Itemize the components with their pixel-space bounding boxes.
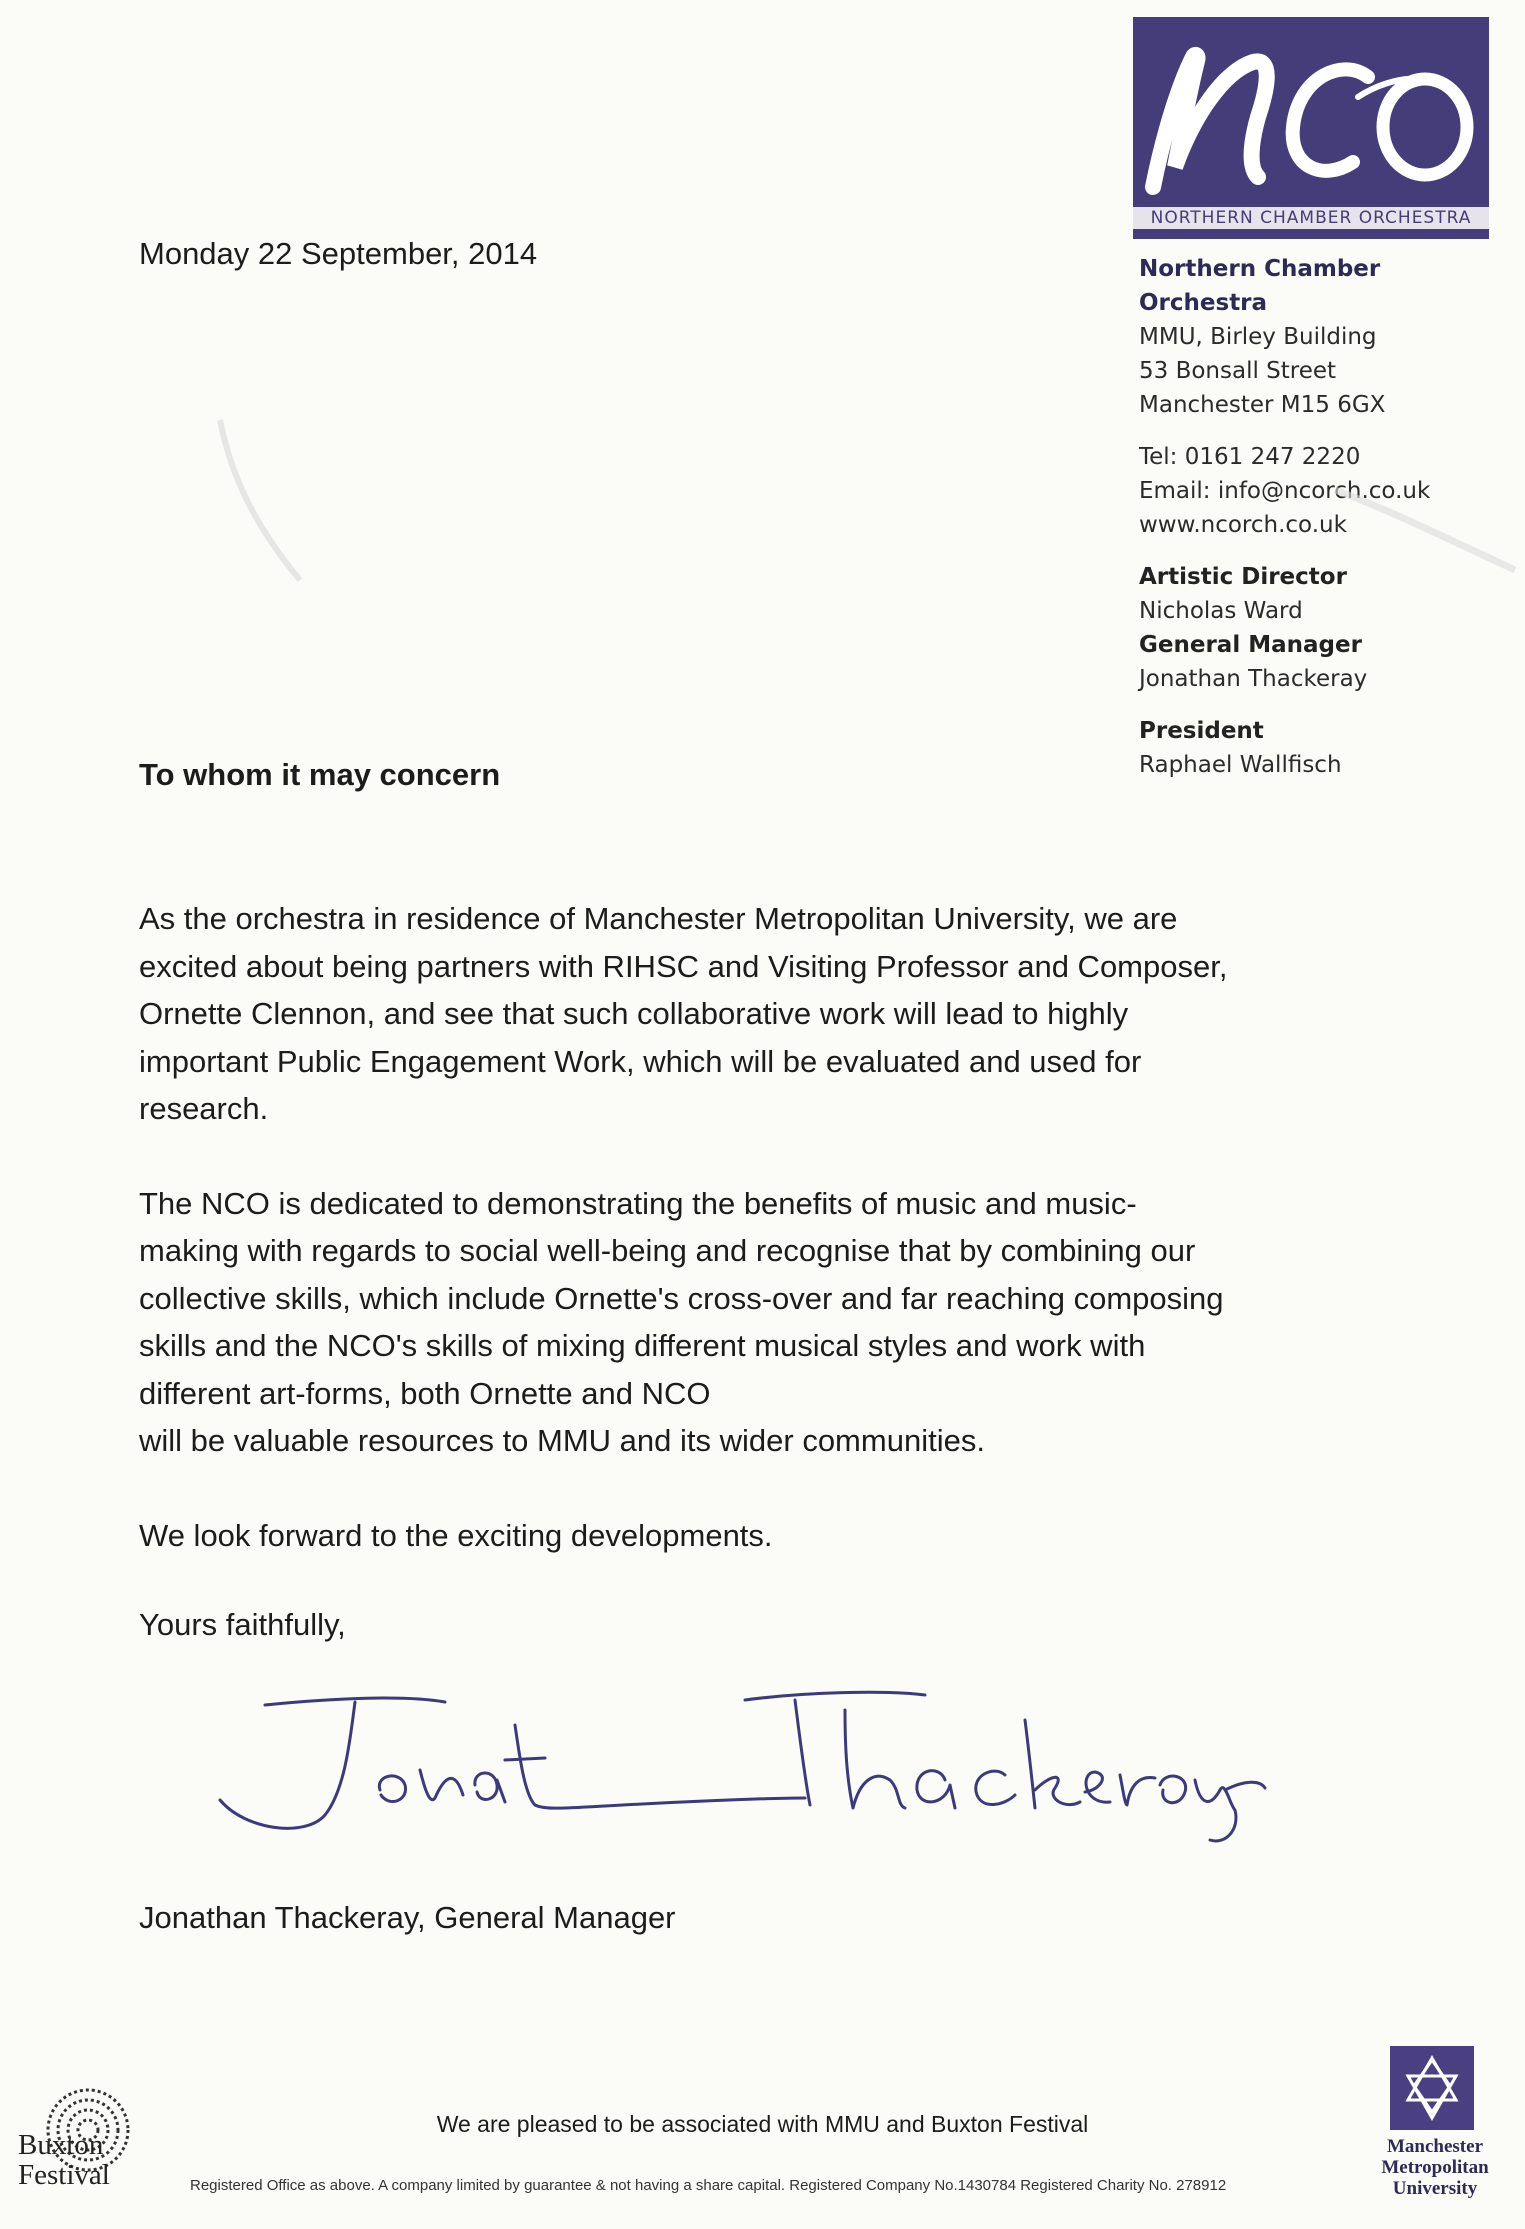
artistic-director-name: Nicholas Ward [1139, 598, 1303, 624]
letter-date: Monday 22 September, 2014 [139, 236, 538, 271]
body-paragraph: The NCO is dedicated to demonstrating the benefits of music and music- making with regards to social well-being and recognise that by combining our collective skills, which include Ornette's cross-over and far reaching composing skills and the NCO's skills of mixing different musical styles and work with different art-forms, both Ornette and NCO will be valuable resources to MMU and its wider communities. [139, 1185, 1224, 1458]
nco-logo-lettering [1133, 17, 1489, 207]
general-manager-name: Jonathan Thackeray [1139, 666, 1368, 692]
address-line: 53 Bonsall Street [1139, 358, 1337, 384]
salutation: To whom it may concern [139, 757, 501, 792]
buxton-label-line: Buxton [18, 2129, 104, 2161]
letter-body [139, 895, 1409, 1606]
mmu-label-line: Metropolitan [1381, 2157, 1489, 2178]
mmu-label-line: Manchester [1386, 2136, 1484, 2157]
registration-note: Registered Office as above. A company limited by guarantee & not having a share capital. Registered Company No.1430784 Registered Charity No. 278912 [190, 2177, 1227, 2194]
telephone: Tel: 0161 247 2220 [1139, 444, 1361, 470]
paper-scuff [200, 410, 320, 590]
signature [205, 1680, 1305, 1850]
mmu-label [1360, 2136, 1510, 2199]
body-paragraph: As the orchestra in residence of Manchester Metropolitan University, we are excited about being partners with RIHSC and Visiting Professor and Composer, Ornette Clennon, and see that such collaborative work will lead to highly important Public Engagement Work, which will be evaluated and used for research. [139, 901, 1228, 1126]
email: Email: info@ncorch.co.uk [1139, 478, 1431, 504]
signatory: Jonathan Thackeray, General Manager [139, 1900, 676, 1935]
buxton-label-line: Festival [18, 2159, 110, 2191]
address-line: Manchester M15 6GX [1139, 392, 1386, 418]
general-manager-label: General Manager [1139, 632, 1362, 658]
president-name: Raphael Wallfisch [1139, 752, 1342, 778]
mmu-emblem-icon [1390, 2046, 1474, 2130]
paper-scuff [1330, 470, 1520, 590]
body-paragraph: We look forward to the exciting developments. [139, 1517, 773, 1553]
address-line: MMU, Birley Building [1139, 324, 1377, 350]
mmu-label-line: University [1392, 2178, 1478, 2199]
nco-logo [1133, 17, 1489, 239]
closing: Yours faithfully, [139, 1607, 346, 1642]
association-note: We are pleased to be associated with MMU and Buxton Festival [436, 2111, 1089, 2137]
mmu-logo [1390, 2046, 1474, 2130]
website: www.ncorch.co.uk [1139, 512, 1347, 538]
buxton-festival-label [18, 2130, 110, 2190]
logo-strip: NORTHERN CHAMBER ORCHESTRA [1133, 207, 1489, 229]
president-label: President [1139, 718, 1264, 744]
artistic-director-label: Artistic Director [1139, 564, 1347, 590]
org-name: Northern Chamber Orchestra [1139, 256, 1381, 316]
